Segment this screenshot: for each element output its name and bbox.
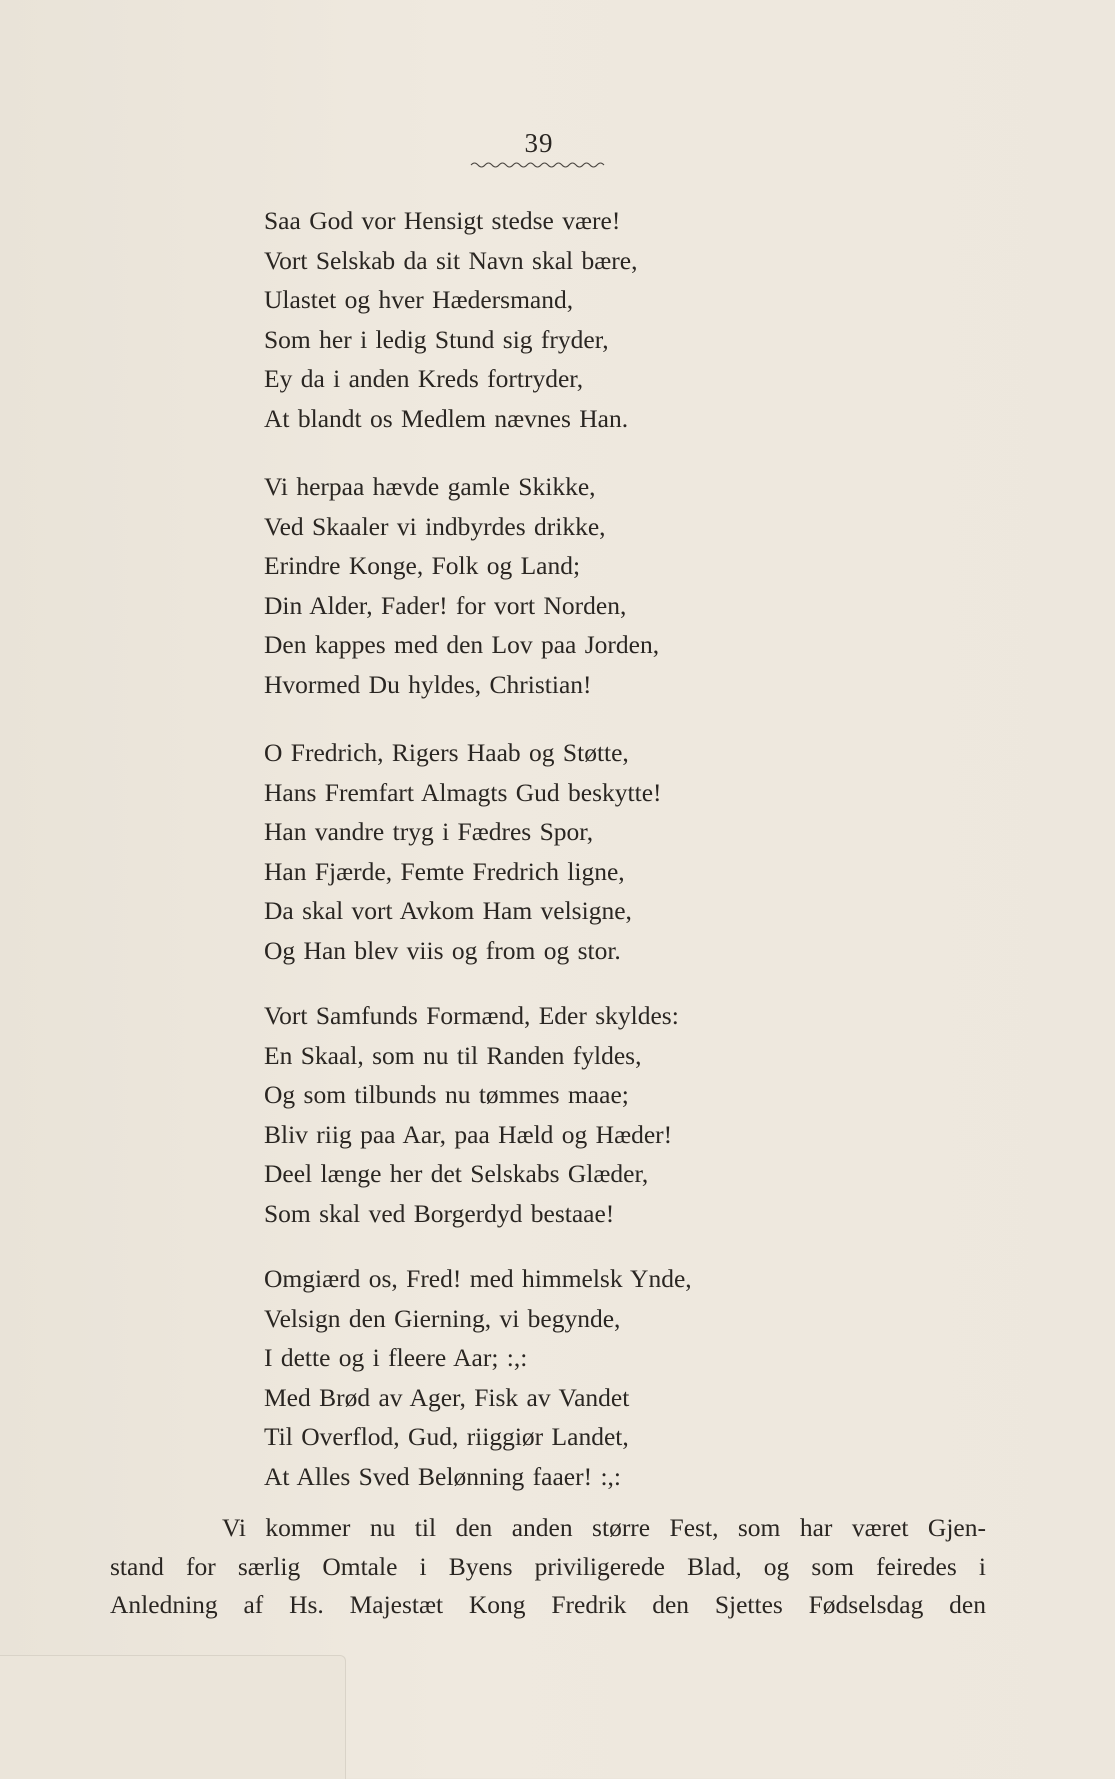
poem-line: Og som tilbunds nu tømmes maae; bbox=[264, 1080, 629, 1109]
poem-line: At Alles Sved Belønning faaer! :,: bbox=[264, 1461, 622, 1491]
poem-line: Da skal vort Avkom Ham velsigne, bbox=[264, 896, 632, 925]
prose-line: Anledning af Hs. Majestæt Kong Fredrik den Sjettes Fødselsdag den bbox=[110, 1590, 986, 1619]
poem-line: Ved Skaaler vi indbyrdes drikke, bbox=[264, 511, 606, 541]
poem-line: En Skaal, som nu til Randen fyldes, bbox=[264, 1040, 642, 1070]
prose-line: Vi kommer nu til den anden større Fest, som har været Gjen- bbox=[222, 1513, 986, 1542]
poem-line: Saa God vor Hensigt stedse være! bbox=[264, 206, 621, 235]
page-number: 39 bbox=[524, 128, 554, 158]
poem-line: Velsign den Gierning, vi begynde, bbox=[264, 1303, 621, 1333]
poem-line: Som skal ved Borgerdyd bestaae! bbox=[264, 1198, 615, 1228]
poem-stanza-4 bbox=[264, 996, 679, 1233]
poem-line: Hvormed Du hyldes, Christian! bbox=[264, 669, 592, 699]
poem-line: At blandt os Medlem nævnes Han. bbox=[264, 403, 629, 433]
poem-line: Ey da i anden Kreds fortryder, bbox=[264, 364, 584, 393]
poem-line: Vort Samfunds Formænd, Eder skyldes: bbox=[264, 1001, 679, 1030]
poem-line: Som her i ledig Stund sig fryder, bbox=[264, 324, 609, 354]
prose-line: stand for særlig Omtale i Byens priviligerede Blad, og som feiredes i bbox=[110, 1551, 986, 1581]
poem-line: Din Alder, Fader! for vort Norden, bbox=[264, 590, 627, 620]
wavy-ornament bbox=[469, 160, 609, 170]
poem-line: O Fredrich, Rigers Haab og Støtte, bbox=[264, 738, 629, 767]
poem-line: Og Han blev viis og from og stor. bbox=[264, 935, 621, 965]
poem-line: Omgiærd os, Fred! med himmelsk Ynde, bbox=[264, 1264, 692, 1293]
poem-line: Han Fjærde, Femte Fredrich ligne, bbox=[264, 856, 625, 886]
poem-line: Ulastet og hver Hædersmand, bbox=[264, 285, 574, 314]
poem-stanza-3 bbox=[264, 733, 662, 970]
poem-line: Erindre Konge, Folk og Land; bbox=[264, 551, 581, 580]
poem-line: Bliv riig paa Aar, paa Hæld og Hæder! bbox=[264, 1119, 673, 1149]
poem-line: Til Overflod, Gud, riiggiør Landet, bbox=[264, 1422, 629, 1451]
poem-stanza-2 bbox=[264, 467, 659, 704]
poem-stanza-5 bbox=[264, 1259, 692, 1496]
poem-line: Vort Selskab da sit Navn skal bære, bbox=[264, 245, 638, 275]
poem-line: Han vandre tryg i Fædres Spor, bbox=[264, 817, 594, 846]
poem-line: Med Brød av Ager, Fisk av Vandet bbox=[264, 1382, 630, 1412]
poem-line: I dette og i fleere Aar; :,: bbox=[264, 1343, 528, 1372]
poem-line: Hans Fremfart Almagts Gud beskytte! bbox=[264, 777, 662, 807]
poem-stanza-1 bbox=[264, 201, 637, 438]
poem-line: Vi herpaa hævde gamle Skikke, bbox=[264, 472, 596, 501]
prose-paragraph bbox=[110, 1509, 986, 1625]
scan-edge-artifact bbox=[0, 1655, 346, 1779]
poem-line: Deel længe her det Selskabs Glæder, bbox=[264, 1159, 649, 1188]
poem-line: Den kappes med den Lov paa Jorden, bbox=[264, 630, 660, 659]
